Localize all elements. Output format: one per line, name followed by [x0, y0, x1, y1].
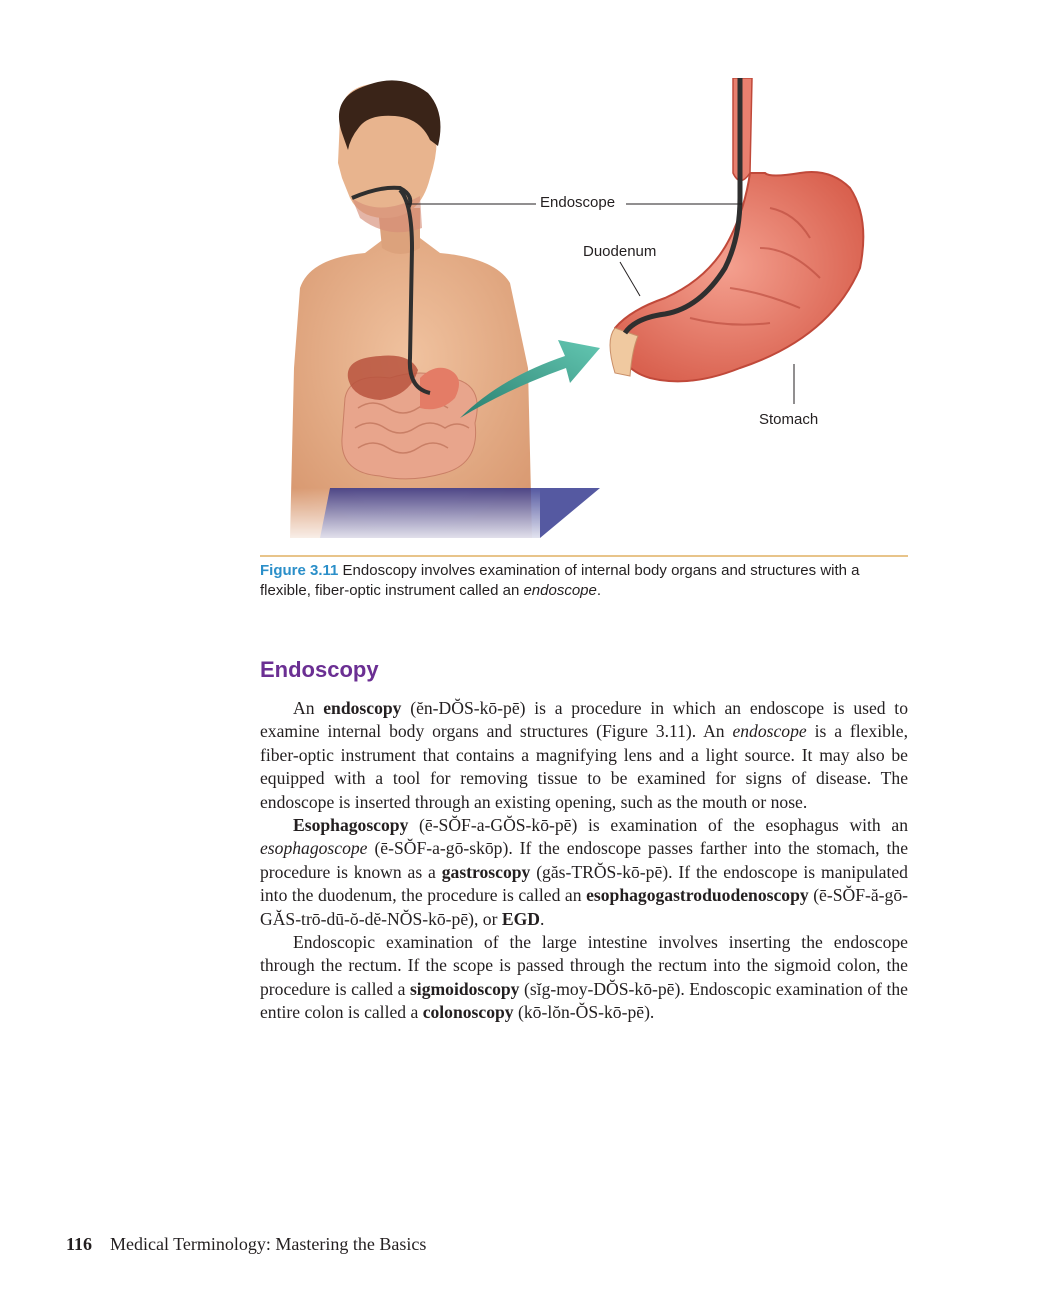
section-heading: Endoscopy: [260, 657, 379, 682]
caption-rule: [260, 555, 908, 557]
book-title: Medical Terminology: Mastering the Basics: [110, 1234, 427, 1254]
text-run: is a flexible, fiber-optic instrument that contains a magnifying lens and a light source. It may also be equipped with a tool for removing tissue to be examined for signs of disease. The endoscope is inserted through an existing opening, such as the mouth or nose.: [260, 721, 909, 812]
text-run: (kō-lŏn-ŎS-kō-pē).: [513, 1002, 655, 1023]
term-egd-full: esophagogastroduodenoscopy: [586, 885, 809, 906]
paragraph-esophagoscopy: [260, 814, 908, 931]
term-esophagoscopy: Esophagoscopy: [293, 815, 409, 836]
torso-figure: [290, 80, 600, 548]
duodenum-leader: [620, 262, 640, 296]
paragraph-colon: [260, 931, 908, 1025]
term-esophagoscope: esophagoscope: [260, 838, 368, 859]
endoscope-label: Endoscope: [540, 194, 616, 211]
term-gastroscopy: gastroscopy: [441, 861, 531, 882]
text-run: An: [293, 698, 324, 718]
stomach-label: Stomach: [759, 411, 819, 428]
text-run: .: [540, 908, 545, 929]
text-run: (ē-SŎF-a-gō-skōp). If the endoscope passes farther into the stomach, the procedure is known as a: [260, 838, 908, 882]
figure-caption: [260, 561, 910, 601]
term-endoscopy: endoscopy: [323, 698, 402, 718]
section-body: [260, 697, 908, 1025]
caption-end: .: [596, 582, 602, 599]
term-colonoscopy: colonoscopy: [422, 1002, 514, 1023]
paragraph-endoscopy: [260, 697, 908, 814]
stomach-closeup: [610, 78, 863, 381]
endoscopy-illustration: [270, 78, 910, 548]
term-endoscope: endoscope: [732, 721, 807, 742]
text-run: (găs-TRŎS-kō-pē). If the endoscope is manipulated into the duodenum, the procedure is called an: [260, 861, 908, 906]
duodenum-label: Duodenum: [583, 243, 657, 260]
page-footer: [66, 1234, 426, 1255]
text-run: (sĭg-moy-DŎS-kō-pē). Endoscopic examination of the entire colon is called a: [260, 978, 908, 1023]
term-egd: EGD: [501, 908, 540, 929]
caption-text: Endoscopy involves examination of internal body organs and structures with a flexible, fiber-optic instrument called an: [260, 562, 860, 599]
term-sigmoidoscopy: sigmoidoscopy: [409, 978, 520, 999]
page-number: 116: [66, 1234, 93, 1254]
text-run: (ĕn-DŎS-kō-pē) is a procedure in which an endoscope is used to examine internal body organs and structures (Figure 3.11). An: [260, 698, 908, 742]
endoscopy-drawing: [270, 78, 910, 548]
text-run: (ē-SŎF-a-GŎS-kō-pē) is examination of the esophagus with an: [408, 815, 908, 836]
text-run: (ē-SŎF-ă-gō-GĂS-trō-dū-ŏ-dĕ-NŎS-kō-pē), or: [260, 885, 908, 929]
caption-term: endoscope: [523, 582, 597, 599]
figure-number: Figure 3.11: [260, 562, 339, 579]
text-run: Endoscopic examination of the large intestine involves inserting the endoscope through the rectum. If the scope is passed through the rectum into the sigmoid colon, the procedure is called a: [260, 932, 908, 999]
